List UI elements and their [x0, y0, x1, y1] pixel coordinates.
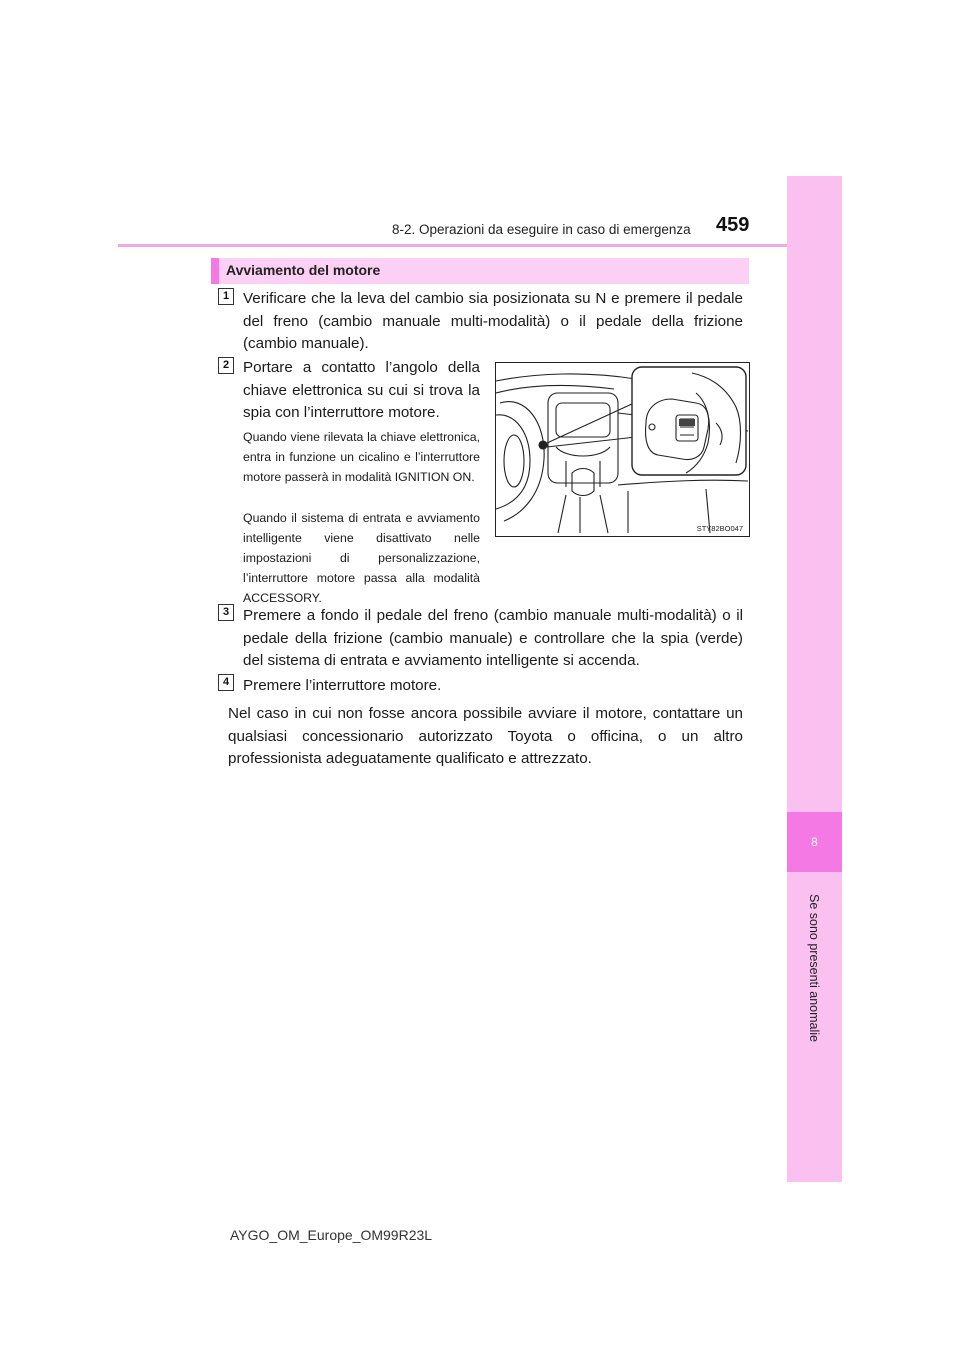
document-id: AYGO_OM_Europe_OM99R23L — [230, 1227, 433, 1243]
step-4-badge: 4 — [218, 674, 234, 691]
step-2-badge: 2 — [218, 357, 234, 374]
chapter-label: Se sono presenti anomalie — [807, 893, 821, 1043]
step-4-text: Premere l’interruttore motore. — [243, 677, 442, 694]
procedure-heading: Avviamento del motore — [226, 262, 381, 278]
closing-paragraph: Nel caso in cui non fosse ancora possibile avviare il motore, contattare un qualsiasi concessionario autorizzato Toyota o officina, o un altro professionista adeguatamente qualificato e attrezzato. — [228, 705, 743, 767]
step-1-text: Verificare che la leva del cambio sia posizionata su N e premere il pedale del freno (cambio manuale multi-modalità) o il pedale della frizione (cambio manuale). — [243, 290, 743, 352]
chapter-number: 8 — [811, 835, 818, 849]
section-title: 8-2. Operazioni da eseguire in caso di emergenza — [392, 222, 691, 237]
step-2-text: Portare a contatto l’angolo della chiave elettronica su cui si trova la spia con l’interruttore motore. — [243, 359, 480, 421]
step-3-text: Premere a fondo il pedale del freno (cambio manuale multi-modalità) o il pedale della frizione (cambio manuale) e controllare che la spia (verde) del sistema di entrata e avviamento intelligente si accenda. — [243, 607, 743, 669]
procedure-heading-accent — [211, 258, 219, 284]
key-callout — [632, 367, 746, 475]
step-2-note-2: Quando il sistema di entrata e avviamento intelligente viene disattivato nelle impostazioni di personalizzazione, l’interruttore motore passa alla modalità ACCESSORY. — [243, 511, 480, 605]
dashboard-drawing — [496, 363, 749, 536]
page-number: 459 — [716, 214, 750, 236]
figure-code: STY82BO047 — [696, 524, 743, 533]
chapter-number-tab — [787, 812, 842, 872]
step-3-badge: 3 — [218, 604, 234, 621]
header-rule — [118, 244, 842, 247]
step-2-note-1: Quando viene rilevata la chiave elettronica, entra in funzione un cicalino e l’interruttore motore passerà in modalità IGNITION ON. — [243, 430, 480, 484]
step-1-badge: 1 — [218, 288, 234, 305]
dashboard-key-illustration — [495, 362, 750, 537]
